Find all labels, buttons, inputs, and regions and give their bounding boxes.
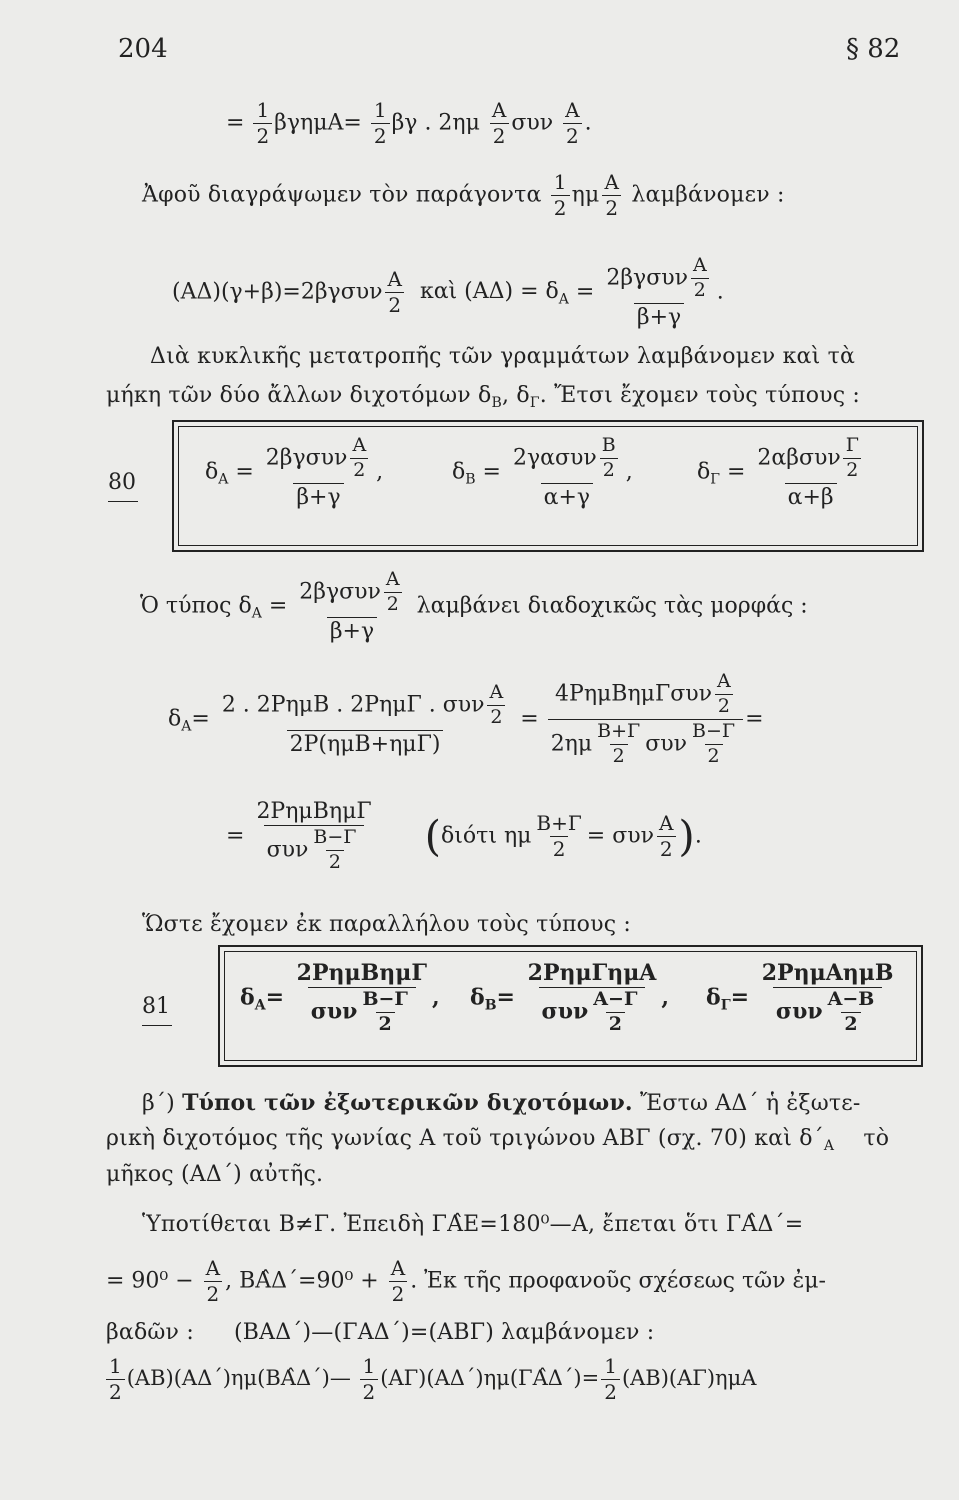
fraction: $\frac{1}{2}$ [253,100,272,147]
fraction: $\frac{1}{2}$ [360,1356,379,1403]
fraction: 2βγσυν $\frac{A}{2}$ β+γ [263,436,374,509]
fraction: $\frac{A}{2}$ [656,813,676,860]
formula-delta-a: $\delta_A$ = 2βγσυν $\frac{A}{2}$ β+γ , [205,434,384,510]
paragraph-line: ρικὴ διχοτόμος τῆς γωνίας Α τοῦ τριγώνου ΑΒΓ (σχ. 70) καὶ $\delta΄_A$ τὸ [106,1126,890,1154]
paragraph-line: βαδῶν : (ΒΑΔ΄)—(ΓΑΔ΄)=(ΑΒΓ) λαμβάνομεν : [106,1320,655,1345]
equation-4: = 2ΡημΒημΓ συν $\frac{B-\Gamma}{2}$ (διότι ημ $\frac{B+\Gamma}{2}$ = συν $\frac{A}{2}$ ). [226,799,702,874]
fraction: $\frac{1}{2}$ [551,172,570,219]
fraction: 2βγσυν $\frac{A}{2}$ β+γ [603,256,714,329]
formula-number: 81 [142,994,172,1026]
equation-5: $\frac{1}{2}$ (ΑΒ)(ΑΔ΄)ημ(ΒΑ̂Δ΄)— $\frac{1}{2}$ (ΑΓ)(ΑΔ΄)ημ(ΓΑ̂Δ΄)= $\frac{1}{2}$ (ΑΒ)(ΑΓ)ημΑ [104,1356,756,1403]
paragraph-line: Ὑποτίθεται Β≠Γ. Ἐπειδὴ ΓΑ̂Ε=180⁰—Α, ἔπεται ὅτι ΓΑ̂Δ΄= [142,1212,804,1237]
section-number: § 82 [846,34,901,64]
fraction: 4ΡημΒημΓσυν $\frac{A}{2}$ 2ημ $\frac{B+\Gamma}{2}$ συν $\frac{B-\Gamma}{2}$ [548,672,743,767]
fraction: $\frac{A}{2}$ [489,100,509,147]
fraction: 2ΡημΑημΒ συν $\frac{A-B}{2}$ [761,960,894,1036]
fraction: $\frac{1}{2}$ [106,1356,125,1403]
fraction: 2βγσυν $\frac{A}{2}$ β+γ [296,570,407,643]
fraction: $\frac{A}{2}$ [203,1258,223,1305]
paragraph-line: = 90⁰ − $\frac{A}{2}$ , ΒΑ̂Δ΄=90⁰ + $\frac{A}{2}$ . Ἐκ τῆς προφανοῦς σχέσεως τῶν ἐμ- [106,1256,826,1306]
paragraph-line: Διὰ κυκλικῆς μετατροπῆς τῶν γραμμάτων λαμβάνομεν καὶ τὰ [150,344,856,369]
fraction: $\frac{A}{2}$ [562,100,582,147]
fraction: $\frac{A}{2}$ [602,172,623,219]
page-number: 204 [118,34,168,64]
formula-delta-a: $\delta_A=$ 2ΡημΒημΓ συν $\frac{B-\Gamma}{2}$ , [240,960,440,1036]
fraction: 2αβσυν $\frac{\Gamma}{2}$ α+β [754,436,867,509]
formula-delta-c: $\delta_\Gamma=$ 2ΡημΑημΒ συν $\frac{A-B}{2}$ [706,962,898,1035]
fraction: 2ΡημΓημΑ συν $\frac{A-\Gamma}{2}$ [527,960,657,1036]
paragraph-line: μῆκος (ΑΔ΄) αὐτῆς. [106,1162,324,1187]
fraction: $\frac{1}{2}$ [371,100,390,147]
equation-2: (ΑΔ)(γ+β)=2βγσυν $\frac{A}{2}$ καὶ $(A\Delta) = \delta_A$ = 2βγσυν $\frac{A}{2}$ β+γ . [172,254,724,330]
fraction: $\frac{A}{2}$ [384,269,404,316]
fraction: 2γασυν $\frac{B}{2}$ α+γ [510,436,624,509]
fraction: 2 . 2ΡημΒ . 2ΡημΓ . συν $\frac{A}{2}$ 2Ρ(ημΒ+ημΓ) [219,683,511,756]
fraction: $\frac{A}{2}$ [388,1258,408,1305]
equation-3: $\delta_A=$ 2 . 2ΡημΒ . 2ΡημΓ . συν $\frac{A}{2}$ 2Ρ(ημΒ+ημΓ) = 4ΡημΒημΓσυν $\frac{A}{2}$ 2ημ $\frac{B+\Gamma}{2}$ συν $\frac{B-\Gamma}{2}$ = [168,670,764,767]
paragraph-line: μήκη τῶν δύο ἄλλων διχοτόμων $\delta_B$, $\delta_\Gamma$. Ἔτσι ἔχομεν τοὺς τύπους : [106,383,861,411]
fraction: $\frac{B+\Gamma}{2}$ [536,810,582,861]
fraction: 2ΡημΒημΓ συν $\frac{B-\Gamma}{2}$ [296,960,427,1036]
formula-delta-b: $\delta_B=$ 2ΡημΓημΑ συν $\frac{A-\Gamma}{2}$ , [470,960,670,1036]
paragraph-line: β΄) Τύποι τῶν ἐξωτερικῶν διχοτόμων. Ἔστω ΑΔ΄ ἡ ἐξωτε- [142,1090,861,1116]
formula-number: 80 [108,470,138,502]
fraction: 2ΡημΒημΓ συν $\frac{B-\Gamma}{2}$ [256,799,372,874]
fraction: $\frac{1}{2}$ [601,1356,620,1403]
text-line: Ἀφοῦ διαγράψωμεν τὸν παράγοντα $\frac{1}{2}$ ημ $\frac{A}{2}$ λαμβάνομεν : [142,170,785,220]
formula-delta-b: $\delta_B$ = 2γασυν $\frac{B}{2}$ α+γ , [452,434,633,510]
formula-delta-c: $\delta_\Gamma$ = 2αβσυν $\frac{\Gamma}{2}$ α+β [697,436,869,509]
equation-1: = $\frac{1}{2}$ βγημΑ= $\frac{1}{2}$ βγ . 2ημ $\frac{A}{2}$ συν $\frac{A}{2}$ . [226,98,592,148]
text-line: Ὁ τύπος $\delta_A$ = 2βγσυν $\frac{A}{2}$ β+γ λαμβάνει διαδοχικῶς τὰς μορφάς : [140,568,808,644]
text-line: Ὥστε ἔχομεν ἐκ παραλλήλου τοὺς τύπους : [142,912,632,937]
